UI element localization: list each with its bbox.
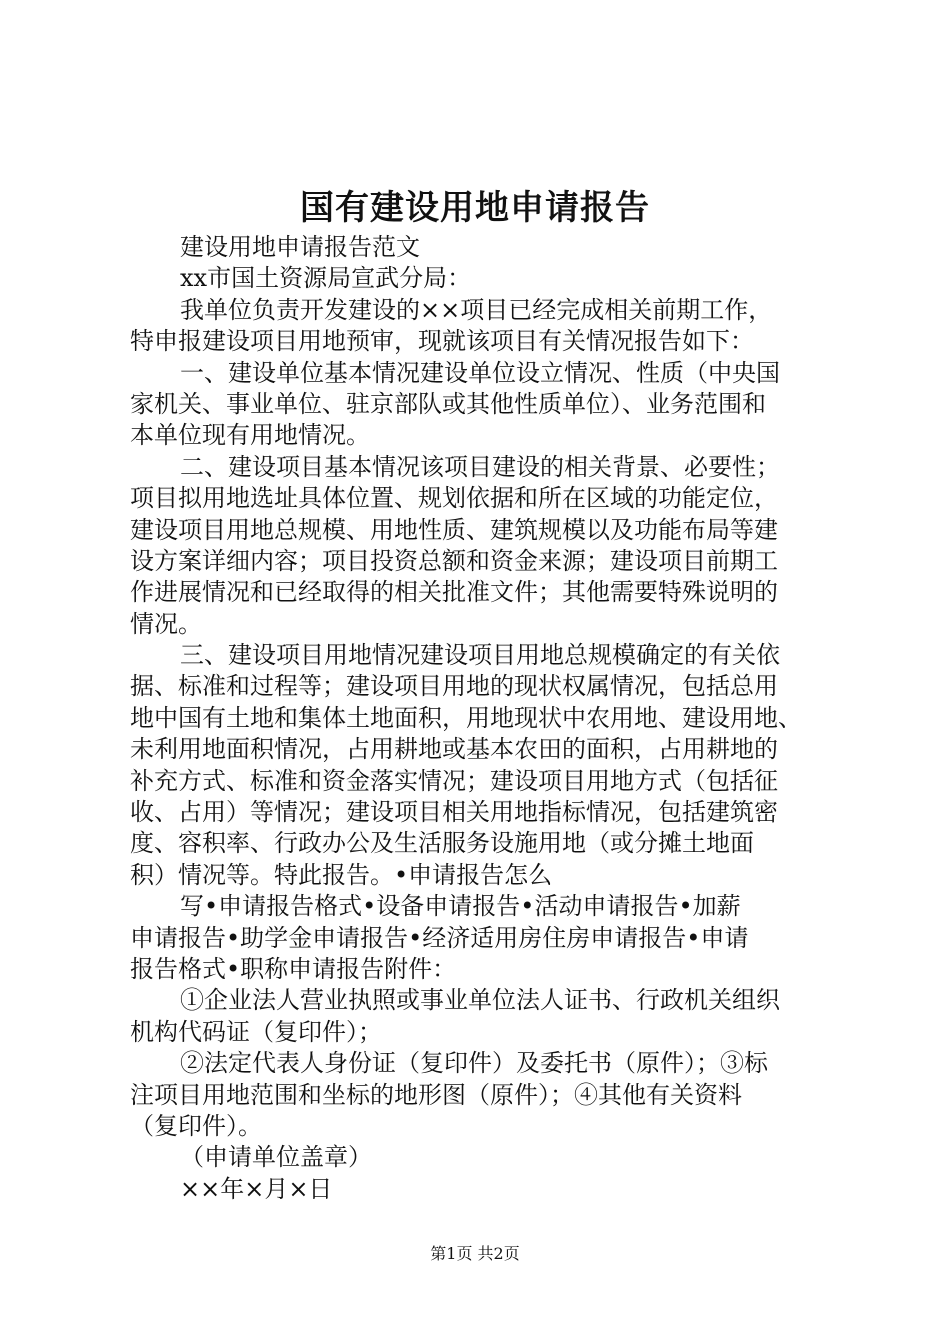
- body-line: 补充方式、标准和资金落实情况；建设项目用地方式（包括征: [130, 766, 778, 795]
- body-line: 二、建设项目基本情况该项目建设的相关背景、必要性；: [180, 452, 780, 481]
- body-line: 一、建设单位基本情况建设单位设立情况、性质（中央国: [180, 358, 780, 387]
- body-line: 建设项目用地总规模、用地性质、建筑规模以及功能布局等建: [130, 515, 778, 544]
- body-line: 三、建设项目用地情况建设项目用地总规模确定的有关依: [180, 641, 780, 670]
- body-line: 本单位现有用地情况。: [130, 421, 370, 450]
- document-body: [130, 232, 830, 1205]
- body-line: 建设用地申请报告范文: [180, 233, 420, 261]
- body-line: 作进展情况和已经取得的相关批准文件；其他需要特殊说明的: [130, 578, 778, 607]
- body-line: 收、占用）等情况；建设项目相关用地指标情况，包括建筑密: [130, 798, 778, 827]
- body-line: 特申报建设项目用地预审，现就该项目有关情况报告如下：: [130, 327, 754, 356]
- body-line: xx市国土资源局宣武分局：: [180, 264, 472, 293]
- body-line: 写•申请报告格式•设备申请报告•活动申请报告•加薪: [180, 892, 741, 921]
- body-line: 项目拟用地选址具体位置、规划依据和所在区域的功能定位，: [130, 484, 778, 513]
- body-line: 设方案详细内容；项目投资总额和资金来源；建设项目前期工: [130, 546, 778, 575]
- document-title: 国有建设用地申请报告: [300, 188, 650, 228]
- body-line: 情况。: [130, 609, 202, 638]
- body-line: 度、容积率、行政办公及生活服务设施用地（或分摊土地面: [130, 829, 754, 858]
- body-line: 未利用地面积情况，占用耕地或基本农田的面积，占用耕地的: [130, 735, 778, 764]
- body-line: 我单位负责开发建设的××项目已经完成相关前期工作，: [180, 295, 773, 324]
- body-line: 报告格式•职称申请报告附件：: [130, 954, 457, 983]
- body-line: 家机关、事业单位、驻京部队或其他性质单位）、业务范围和: [130, 389, 766, 418]
- body-line: ①企业法人营业执照或事业单位法人证书、行政机关组织: [180, 986, 780, 1015]
- body-line: 注项目用地范围和坐标的地形图（原件）；④其他有关资料: [130, 1080, 742, 1109]
- body-line: ②法定代表人身份证（复印件）及委托书（原件）；③标: [180, 1049, 768, 1078]
- body-line: 积）情况等。特此报告。•申请报告怎么: [130, 860, 553, 889]
- body-line: （复印件）。: [130, 1111, 262, 1140]
- body-line: 申请报告•助学金申请报告•经济适用房住房申请报告•申请: [130, 923, 749, 952]
- body-line: 地中国有土地和集体土地面积，用地现状中农用地、建设用地、: [130, 703, 802, 732]
- body-line: 据、标准和过程等；建设项目用地的现状权属情况，包括总用: [130, 672, 778, 701]
- body-line: ××年×月×日: [180, 1174, 333, 1203]
- body-line: （申请单位盖章）: [180, 1143, 372, 1172]
- body-line: 机构代码证（复印件）；: [130, 1017, 382, 1046]
- page-number-footer: 第1页 共2页: [430, 1244, 520, 1263]
